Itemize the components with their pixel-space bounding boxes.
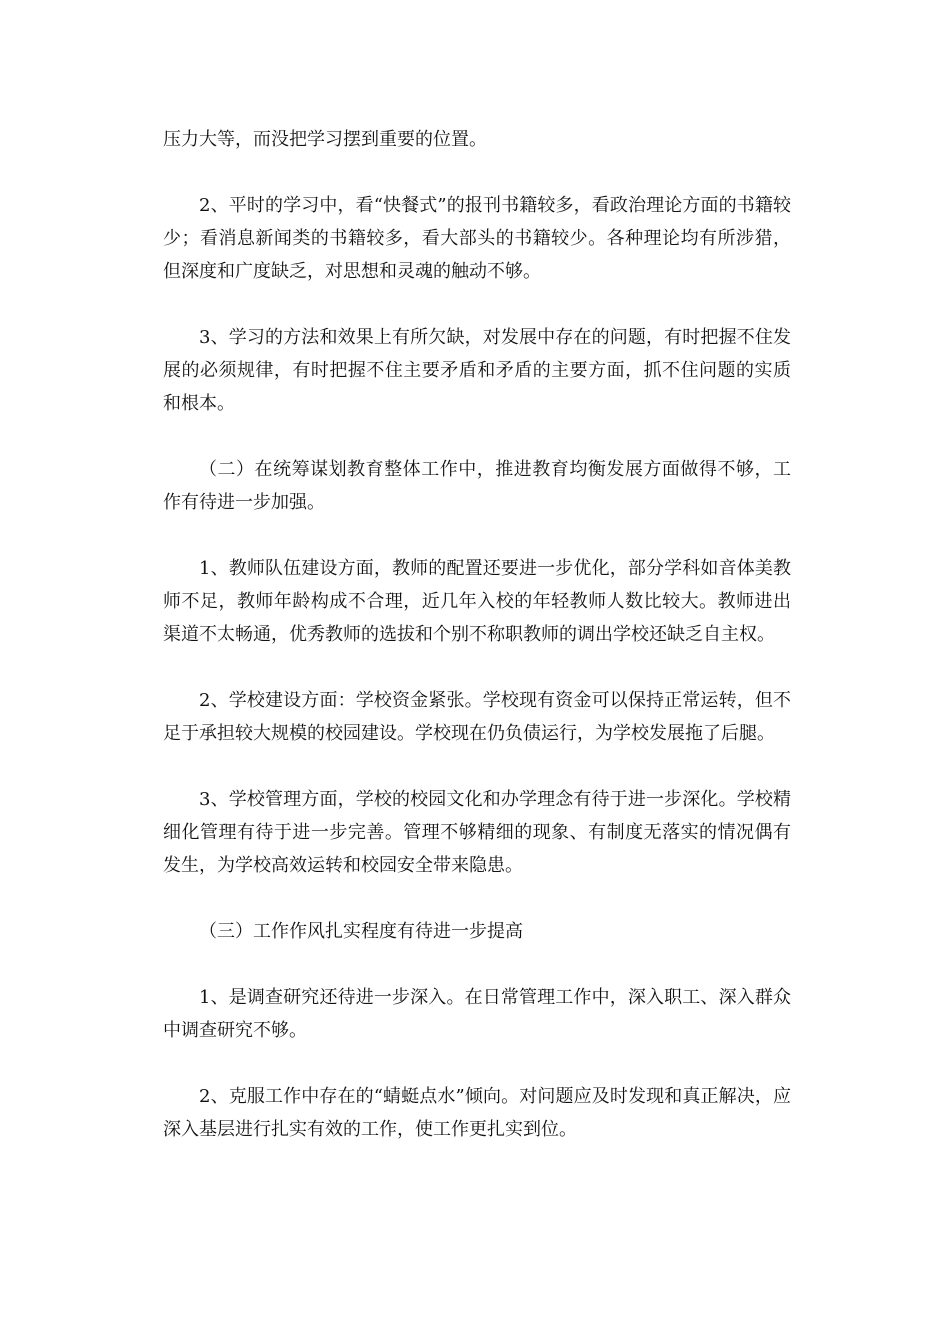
paragraph-item-3-management: 3、学校管理方面，学校的校园文化和办学理念有待于进一步深化。学校精细化管理有待于进一步完善。管理不够精细的现象、有制度无落实的情况偶有发生，为学校高效运转和校园安全带来隐患。 bbox=[163, 789, 791, 876]
paragraph-item-2-construction: 2、学校建设方面：学校资金紧张。学校现有资金可以保持正常运转，但不足于承担较大规模的校园建设。学校现在仍负债运行，为学校发展拖了后腿。 bbox=[163, 690, 791, 744]
section-heading-3: （三）工作作风扎实程度有待进一步提高 bbox=[199, 921, 523, 942]
paragraph-continuation: 压力大等，而没把学习摆到重要的位置。 bbox=[163, 129, 487, 150]
paragraph-item-2-work-style: 2、克服工作中存在的“蜻蜓点水”倾向。对问题应及时发现和真正解决，应深入基层进行扎实有效的工作，使工作更扎实到位。 bbox=[163, 1086, 791, 1140]
paragraph-item-3-method: 3、学习的方法和效果上有所欠缺，对发展中存在的问题，有时把握不住发展的必须规律，有时把握不住主要矛盾和矛盾的主要方面，抓不住问题的实质和根本。 bbox=[163, 327, 791, 414]
document-body bbox=[163, 123, 791, 1179]
paragraph-item-1-teachers: 1、教师队伍建设方面，教师的配置还要进一步优化，部分学科如音体美教师不足，教师年龄构成不合理，近几年入校的年轻教师人数比较大。教师进出渠道不太畅通，优秀教师的选拔和个别不称职教师的调出学校还缺乏自主权。 bbox=[163, 558, 791, 645]
section-heading-2: （二）在统筹谋划教育整体工作中，推进教育均衡发展方面做得不够，工作有待进一步加强。 bbox=[163, 459, 791, 513]
paragraph-item-1-research: 1、是调查研究还待进一步深入。在日常管理工作中，深入职工、深入群众中调查研究不够。 bbox=[163, 987, 791, 1041]
paragraph-item-2-reading: 2、平时的学习中，看“快餐式”的报刊书籍较多，看政治理论方面的书籍较少；看消息新闻类的书籍较多，看大部头的书籍较少。各种理论均有所涉猎，但深度和广度缺乏，对思想和灵魂的触动不够。 bbox=[163, 195, 791, 282]
